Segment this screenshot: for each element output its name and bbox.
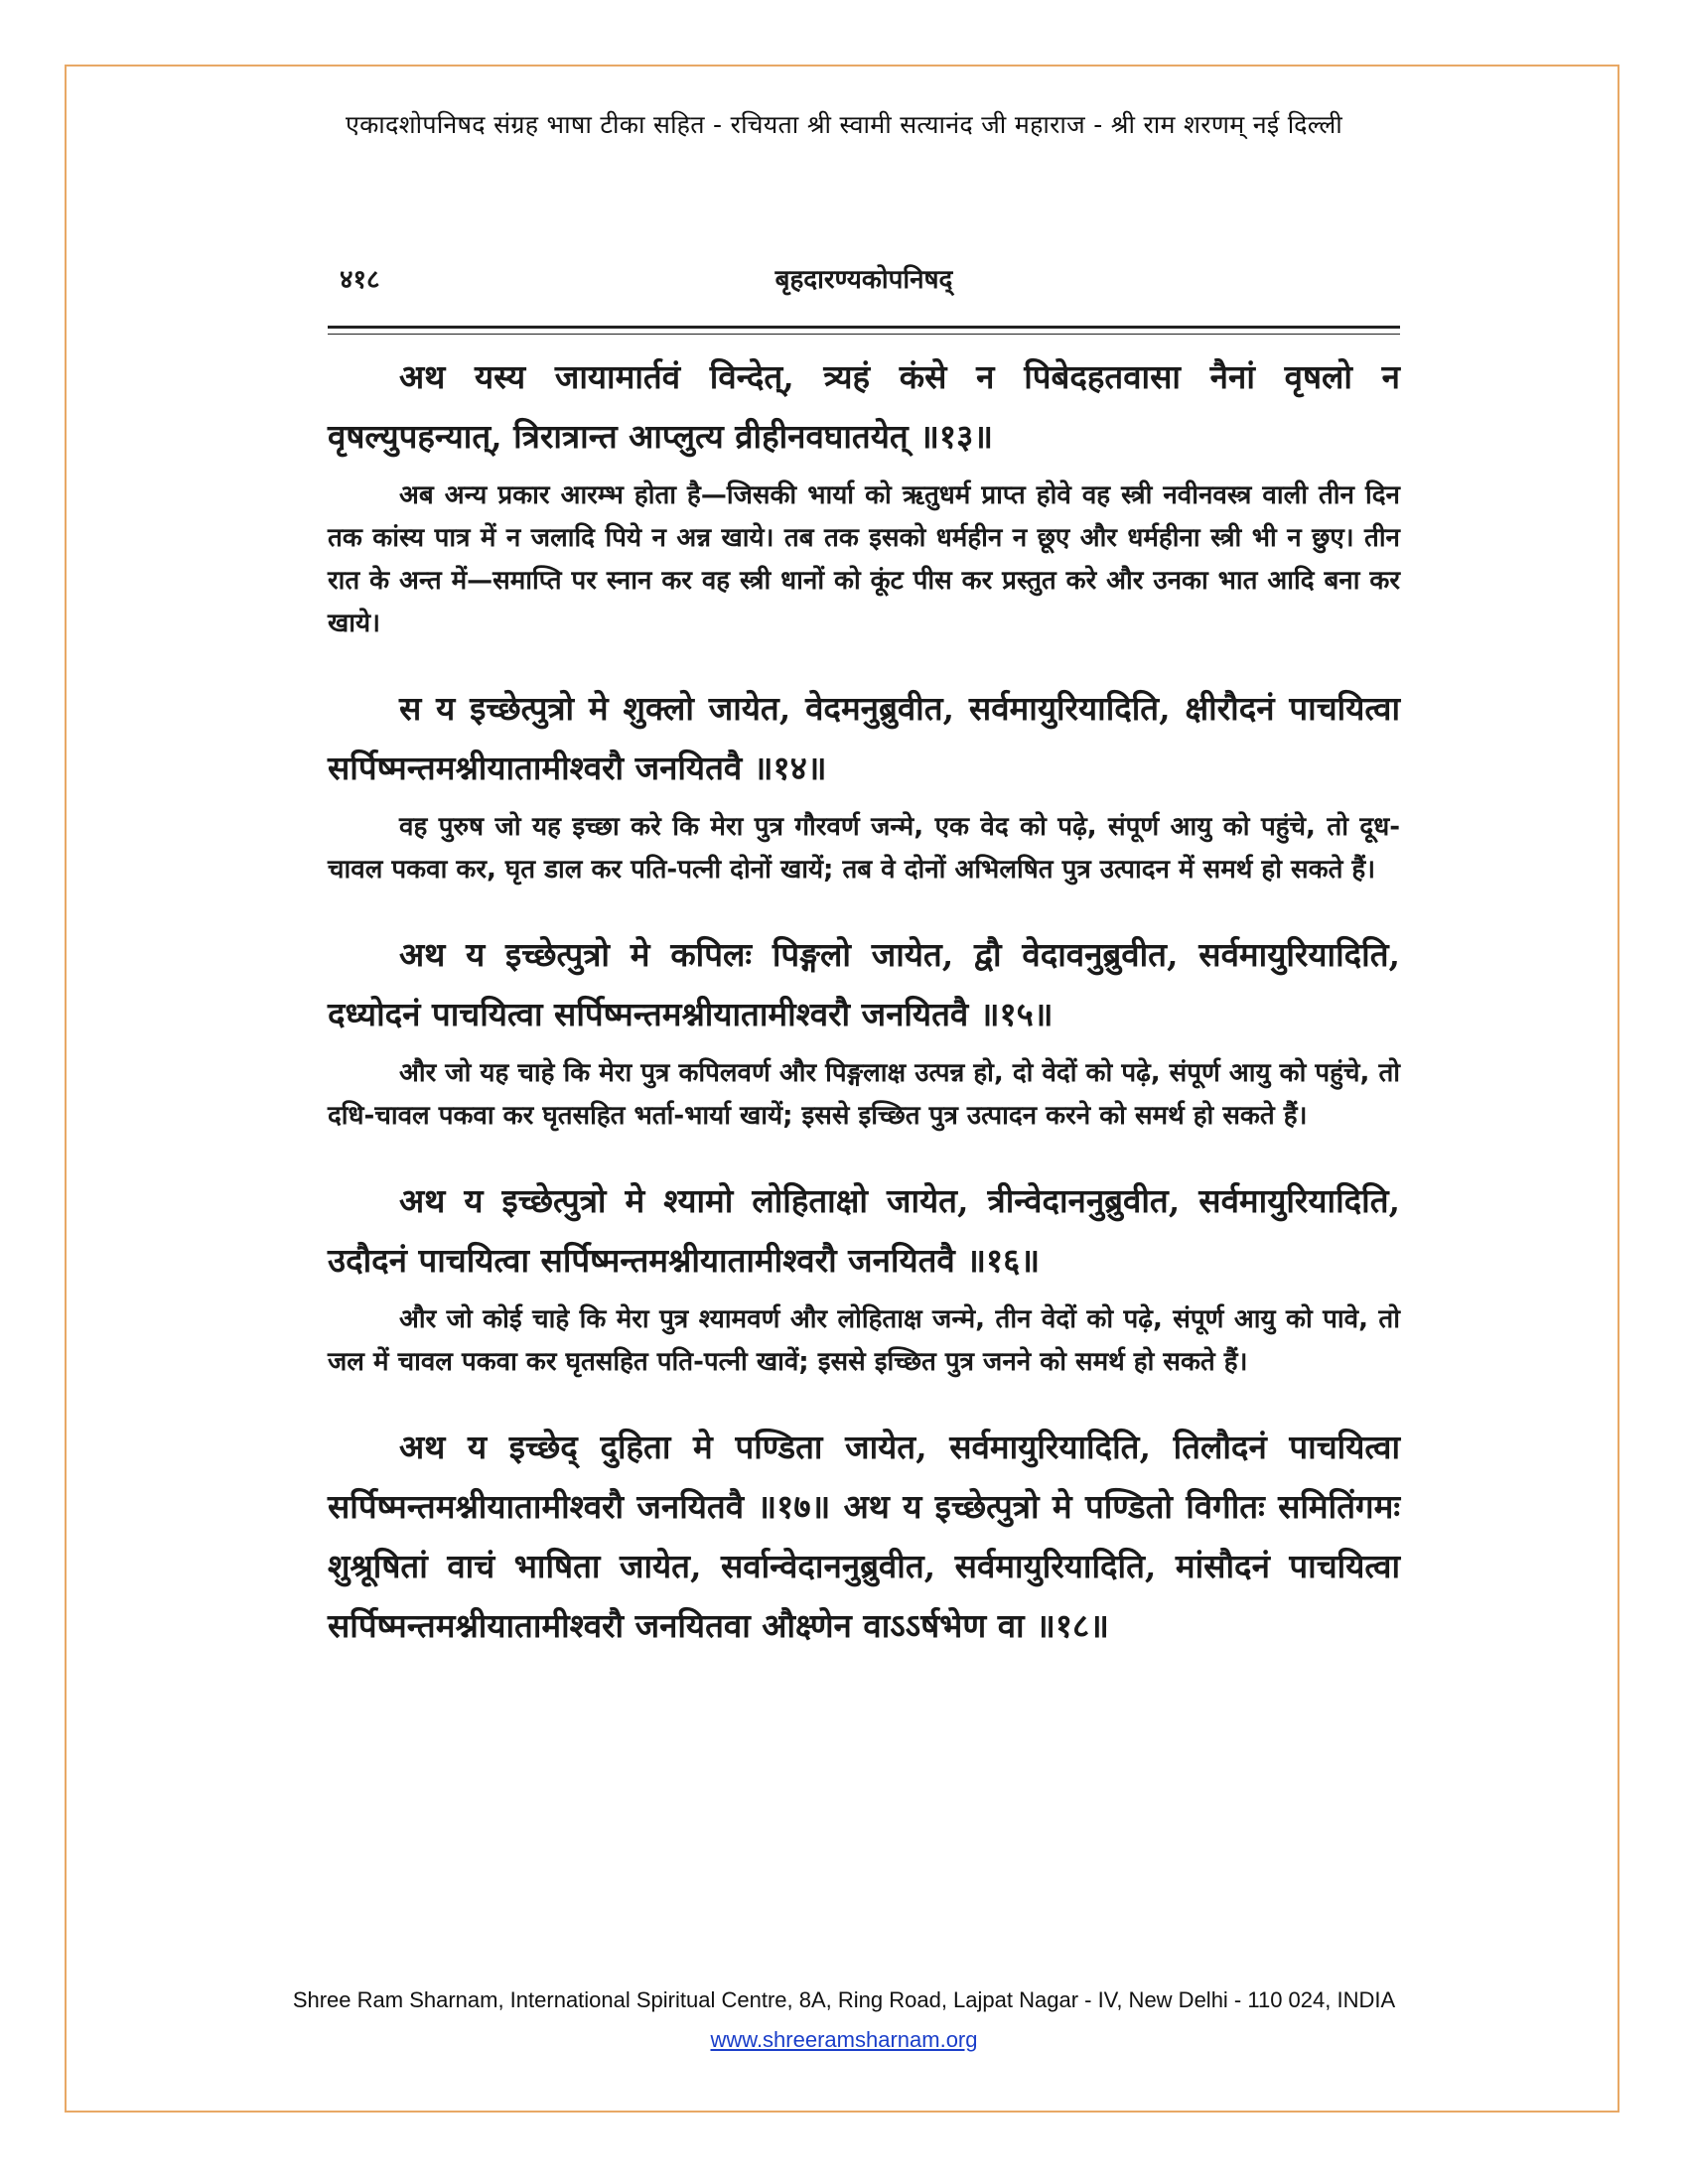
website-link[interactable]: www.shreeramsharnam.org	[710, 2027, 978, 2052]
heading-rule-thick	[328, 326, 1400, 329]
verse-16: अथ य इच्छेत्पुत्रो मे श्यामो लोहिताक्षो जायेत, त्रीन्वेदाननुब्रुवीत, सर्वमायुरियादिति, उदौदनं पाचयित्वा सर्पिष्मन्तमश्नीयातामीश्वरौ जनयितवै ॥१६॥	[328, 1181, 1400, 1280]
running-title: बृहदारण्यकोपनिषद्	[774, 265, 953, 295]
translation-16: और जो कोई चाहे कि मेरा पुत्र श्यामवर्ण और लोहिताक्ष जन्मे, तीन वेदों को पढ़े, संपूर्ण आयु को पावे, तो जल में चावल पकवा कर घृतसहित पति-पत्नी खावें; इससे इच्छित पुत्र जनने को समर्थ हो सकते हैं।	[328, 1304, 1400, 1377]
page-heading	[340, 260, 1388, 300]
verse-17-18: अथ य इच्छेद् दुहिता मे पण्डिता जायेत, सर्वमायुरियादिति, तिलौदनं पाचयित्वा सर्पिष्मन्तमश्नीयातामीश्वरौ जनयितवै ॥१७॥ अथ य इच्छेत्पुत्रो मे पण्डितो विगीतः समितिंगमः शुश्रूषितां वाचं भाषिता जायेत, सर्वान्वेदाननुब्रुवीत, सर्वमायुरियादिति, मांसौदनं पाचयित्वा सर्पिष्मन्तमश्नीयातामीश्वरौ जनयितवा औक्ष्णेन वाऽऽर्षभेण वा ॥१८॥	[328, 1428, 1400, 1645]
page-body	[328, 347, 1400, 1664]
verse-14: स य इच्छेत्पुत्रो मे शुक्लो जायेत, वेदमनुब्रुवीत, सर्वमायुरियादिति, क्षीरौदनं पाचयित्वा सर्पिष्मन्तमश्नीयातामीश्वरौ जनयितवै ॥१४॥	[328, 689, 1400, 787]
document-header: एकादशोपनिषद संग्रह भाषा टीका सहित - रचियता श्री स्वामी सत्यानंद जी महाराज - श्री राम शरणम् नई दिल्ली	[345, 110, 1343, 139]
translation-15: और जो यह चाहे कि मेरा पुत्र कपिलवर्ण और पिङ्गलाक्ष उत्पन्न हो, दो वेदों को पढ़े, संपूर्ण आयु को पहुंचे, तो दधि-चावल पकवा कर घृतसहित भर्ता-भार्या खायें; इससे इच्छित पुत्र उत्पादन करने को समर्थ हो सकते हैं।	[328, 1058, 1400, 1131]
verse-13: अथ यस्य जायामार्तवं विन्देत्, त्र्यहं कंसे न पिबेदहतवासा नैनां वृषलो न वृषल्युपहन्यात्, त्रिरात्रान्त आप्लुत्य व्रीहीनवघातयेत् ॥१३॥	[328, 357, 1400, 456]
footer-website	[0, 2027, 1688, 2053]
heading-rule-thin	[328, 334, 1400, 335]
page-number: ४१८	[340, 265, 380, 295]
verse-15: अथ य इच्छेत्पुत्रो मे कपिलः पिङ्गलो जायेत, द्वौ वेदावनुब्रुवीत, सर्वमायुरियादिति, दध्योदनं पाचयित्वा सर्पिष्मन्तमश्नीयातामीश्वरौ जनयितवै ॥१५॥	[328, 935, 1400, 1033]
translation-13: अब अन्य प्रकार आरम्भ होता है—जिसकी भार्या को ऋतुधर्म प्राप्त होवे वह स्त्री नवीनवस्त्र वाली तीन दिन तक कांस्य पात्र में न जलादि पिये न अन्न खाये। तब तक इसको धर्महीन न छूए और धर्महीना स्त्री भी न छुए। तीन रात के अन्त में—समाप्ति पर स्नान कर वह स्त्री धानों को कूंट पीस कर प्रस्तुत करे और उनका भात आदि बना कर खाये।	[328, 480, 1400, 638]
scanned-page	[328, 248, 1400, 1936]
footer-address: Shree Ram Sharnam, International Spiritual Centre, 8A, Ring Road, Lajpat Nagar - IV, New Delhi - 110 024, INDIA	[292, 1987, 1396, 2012]
translation-14: वह पुरुष जो यह इच्छा करे कि मेरा पुत्र गौरवर्ण जन्मे, एक वेद को पढ़े, संपूर्ण आयु को पहुंचे, तो दूध-चावल पकवा कर, घृत डाल कर पति-पत्नी दोनों खायें; तब वे दोनों अभिलषित पुत्र उत्पादन में समर्थ हो सकते हैं।	[328, 812, 1400, 885]
